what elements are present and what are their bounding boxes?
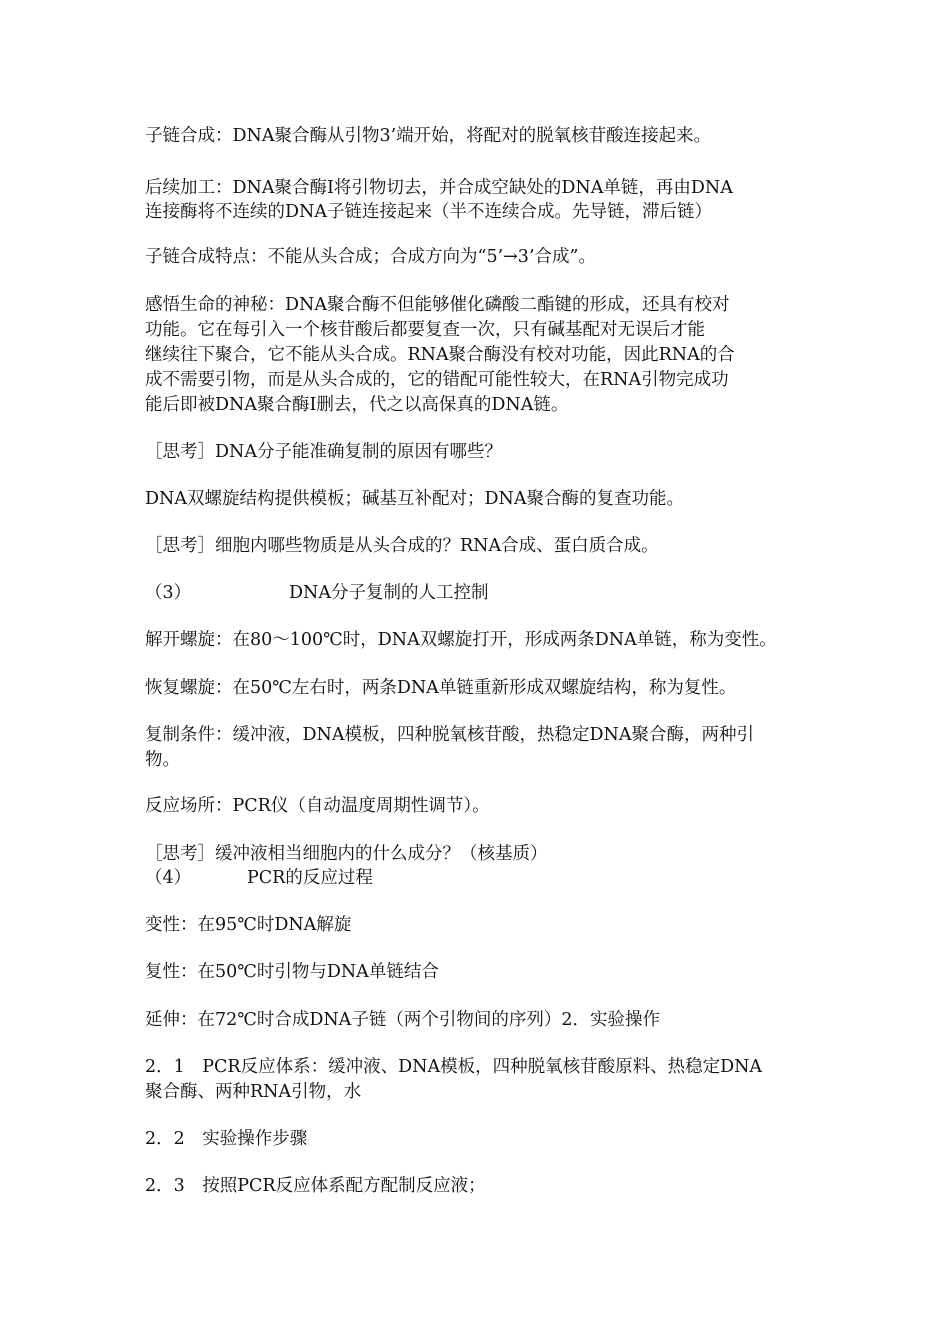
- text-line: 感悟生命的神秘：DNA聚合酶不但能够催化磷酸二酯键的形成，还具有校对: [145, 295, 730, 315]
- heading-title: PCR的反应过程: [247, 868, 373, 888]
- text-line: 子链合成：DNA聚合酶从引物3’端开始，将配对的脱氧核苷酸连接起来。: [145, 126, 712, 146]
- text-line: ［思考］细胞内哪些物质是从头合成的？RNA合成、蛋白质合成。: [145, 536, 659, 556]
- text-line: 2．3 按照PCR反应体系配方配制反应液；: [145, 1176, 486, 1196]
- heading-number: （4）: [145, 868, 192, 888]
- text-line: 复性：在50℃时引物与DNA单链结合: [145, 962, 439, 982]
- text-line: 解开螺旋：在80～100℃时，DNA双螺旋打开，形成两条DNA单链，称为变性。: [145, 630, 777, 650]
- text-line: 反应场所：PCR仪（自动温度周期性调节）。: [145, 796, 490, 816]
- text-line: 继续往下聚合，它不能从头合成。RNA聚合酶没有校对功能，因此RNA的合: [145, 345, 735, 365]
- text-line: 能后即被DNA聚合酶Ⅰ删去，代之以高保真的DNA链。: [145, 395, 569, 415]
- text-line: 恢复螺旋：在50℃左右时，两条DNA单链重新形成双螺旋结构，称为复性。: [145, 678, 737, 698]
- text-line: DNA双螺旋结构提供模板；碱基互补配对；DNA聚合酶的复查功能。: [145, 489, 684, 509]
- section-heading-3: [145, 581, 488, 605]
- text-line: 聚合酶、两种RNA引物，水: [145, 1082, 362, 1102]
- heading-title: DNA分子复制的人工控制: [289, 583, 489, 603]
- text-line: 2．1 PCR反应体系：缓冲液、DNA模板，四种脱氧核苷酸原料、热稳定DNA: [145, 1057, 763, 1077]
- text-line: 2．2 实验操作步骤: [145, 1129, 308, 1149]
- text-line: 连接酶将不连续的DNA子链连接起来（半不连续合成。先导链，滞后链）: [145, 202, 712, 222]
- text-line: 功能。它在每引入一个核苷酸后都要复查一次，只有碱基配对无误后才能: [145, 320, 705, 340]
- text-line: 成不需要引物，而是从头合成的，它的错配可能性较大，在RNA引物完成功: [145, 370, 729, 390]
- heading-number: （3）: [145, 583, 192, 603]
- text-line: 变性：在95℃时DNA解旋: [145, 915, 352, 935]
- section-heading-4: [145, 866, 373, 890]
- text-line: 延伸：在72℃时合成DNA子链（两个引物间的序列）2．实验操作: [145, 1010, 660, 1030]
- text-line: 复制条件：缓冲液，DNA模板，四种脱氧核苷酸，热稳定DNA聚合酶，两种引: [145, 725, 754, 745]
- text-line: 后续加工：DNA聚合酶Ⅰ将引物切去，并合成空缺处的DNA单链，再由DNA: [145, 178, 733, 198]
- text-line: ［思考］DNA分子能准确复制的原因有哪些？: [145, 442, 502, 462]
- text-line: ［思考］缓冲液相当细胞内的什么成分？（核基质）: [145, 844, 548, 864]
- text-line: 子链合成特点：不能从头合成；合成方向为“5’→3’合成”。: [145, 247, 596, 267]
- text-line: 物。: [145, 750, 180, 770]
